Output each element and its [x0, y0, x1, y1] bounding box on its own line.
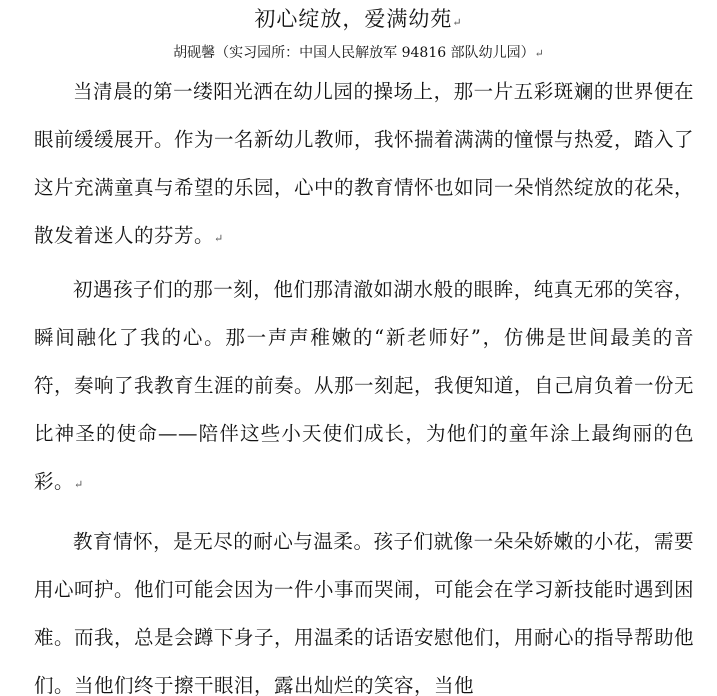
body-paragraph-text: 初遇孩子们的那一刻，他们那清澈如湖水般的眼眸，纯真无邪的笑容，瞬间融化了我的心。那一声声稚嫩的“新老师好”，仿佛是世间最美的音符，奏响了我教育生涯的前奏。从那一刻起，我便知道，自己肩负着一份无比神圣的使命——陪伴这些小天使们成长，为他们的童年涂上最绚丽的色彩。 — [34, 278, 695, 493]
paragraph-mark-icon: ↵ — [534, 47, 544, 60]
body-paragraph — [34, 518, 694, 696]
author-byline — [0, 44, 717, 63]
article-title-text: 初心绽放，爱满幼苑 — [254, 7, 453, 31]
paragraph-mark-icon: ↵ — [74, 478, 84, 491]
body-paragraph-text: 当清晨的第一缕阳光洒在幼儿园的操场上，那一片五彩斑斓的世界便在眼前缓缓展开。作为一名新幼儿教师，我怀揣着满满的憧憬与热爱，踏入了这片充满童真与希望的乐园，心中的教育情怀也如同一朵悄然绽放的花朵，散发着迷人的芬芳。 — [34, 80, 695, 247]
body-paragraph — [34, 68, 694, 263]
paragraph-mark-icon: ↵ — [214, 232, 224, 245]
author-byline-text: 胡砚馨（实习园所：中国人民解放军 94816 部队幼儿园） — [173, 45, 535, 61]
body-paragraph — [34, 266, 694, 509]
article-title — [0, 6, 717, 36]
body-paragraph-text: 教育情怀，是无尽的耐心与温柔。孩子们就像一朵朵娇嫩的小花，需要用心呵护。他们可能会因为一件小事而哭闹，可能会在学习新技能时遇到困难。而我，总是会蹲下身子，用温柔的话语安慰他们，用耐心的指导帮助他们。当他们终于擦干眼泪，露出灿烂的笑容，当他 — [34, 530, 695, 696]
paragraph-mark-icon: ↵ — [452, 16, 463, 29]
